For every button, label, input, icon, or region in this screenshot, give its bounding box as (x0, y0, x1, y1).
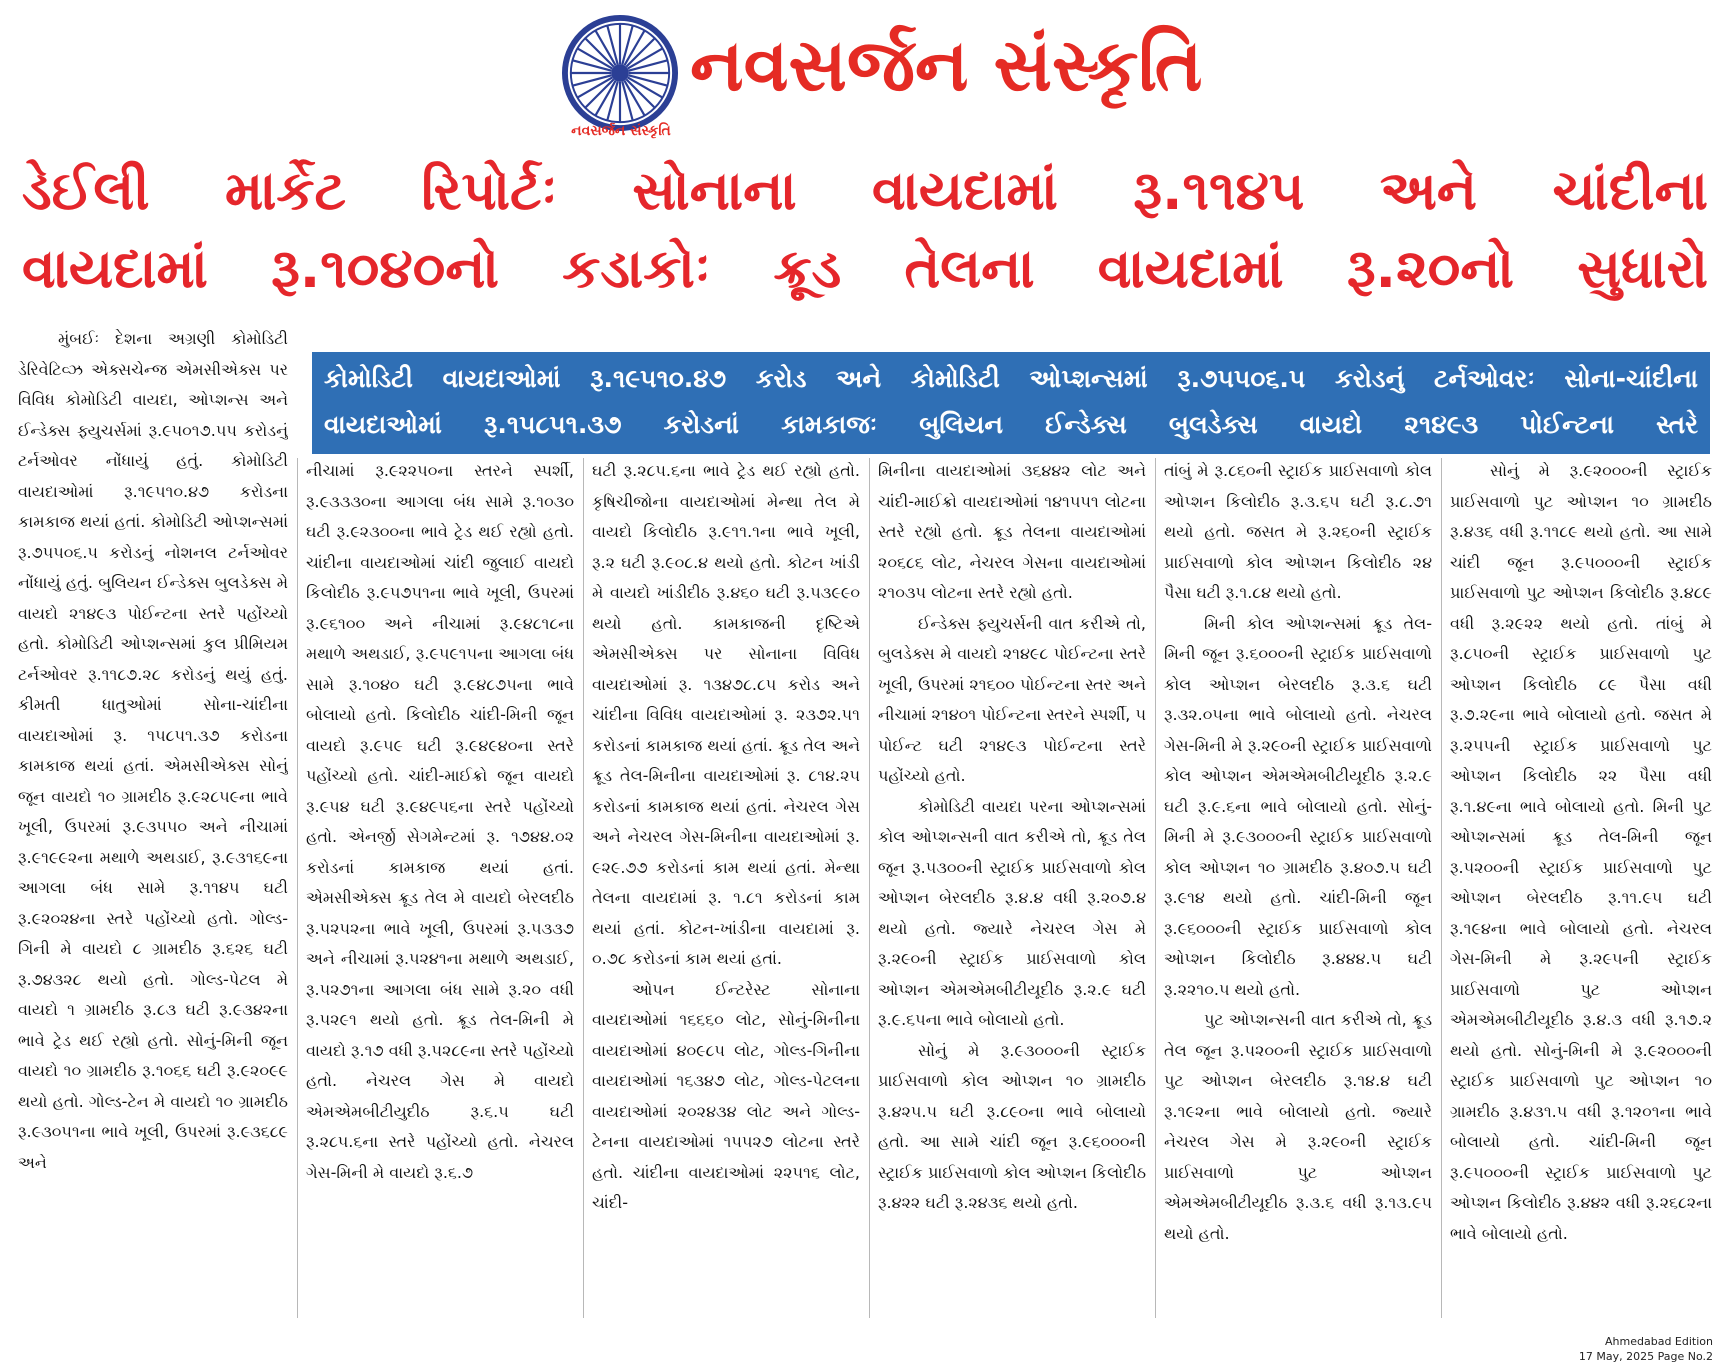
paragraph: સોનું મે રૂ.૯૨૦૦૦ની સ્ટ્રાઈક પ્રાઈસવાળો પુટ ઓપ્શન ૧૦ ગ્રામદીઠ રૂ.૪૩૬ વધી રૂ.૧૧૮૯ થયો હતો. આ સામે ચાંદી જૂન રૂ.૯૫૦૦૦ની સ્ટ્રાઈક પ્રાઈસવાળો પુટ ઓપ્શન કિલોદીઠ રૂ.૪૮૯ વધી રૂ.૨૯૨૨ થયો હતો. તાંબું મે રૂ.૮૫૦ની સ્ટ્રાઈક પ્રાઈસવાળો પુટ ઓપ્શન કિલોદીઠ ૮૯ પૈસા વધી રૂ.૭.૨૯ના ભાવે બોલાયો હતો. જસત મે રૂ.૨૫૫ની સ્ટ્રાઈક પ્રાઈસવાળો પુટ ઓપ્શન કિલોદીઠ ૨૨ પૈસા વધી રૂ.૧.૪૯ના ભાવે બોલાયો હતો. મિની પુટ ઓપ્શન્સમાં ક્રૂડ તેલ-મિની જૂન રૂ.૫૨૦૦ની સ્ટ્રાઈક પ્રાઈસવાળો પુટ ઓપ્શન બેરલદીઠ રૂ.૧૧.૯૫ ઘટી રૂ.૧૯૪ના ભાવે બોલાયો હતો. નેચરલ ગેસ-મિની મે રૂ.૨૯૫ની સ્ટ્રાઈક પ્રાઈસવાળો પુટ ઓપ્શન એમએમબીટીયૂદીઠ રૂ.૪.૩ વધી રૂ.૧૭.૨ થયો હતો. સોનું-મિની મે રૂ.૯૨૦૦૦ની સ્ટ્રાઈક પ્રાઈસવાળો પુટ ઓપ્શન ૧૦ ગ્રામદીઠ રૂ.૪૩૧.૫ વધી રૂ.૧૨૦૧ના ભાવે બોલાયો હતો. ચાંદી-મિની જૂન રૂ.૯૫૦૦૦ની સ્ટ્રાઈક પ્રાઈસવાળો પુટ ઓપ્શન કિલોદીઠ રૂ.૪૪૨ વધી રૂ.૨૬૮૨ના ભાવે બોલાયો હતો. (1450, 461, 1712, 1243)
article-column-6 (1450, 456, 1712, 1324)
paragraph: મિનીના વાયદાઓમાં ૩૬૪૪૨ લોટ અને ચાંદી-માઈક્રો વાયદાઓમાં ૧૪૧૫૫૧ લોટના સ્તરે રહ્યો હતો. ક્રૂડ તેલના વાયદાઓમાં ૨૦૬૮૬ લોટ, નેચરલ ગેસના વાયદાઓમાં ૨૧૦૩૫ લોટના સ્તરે રહ્યો હતો. (878, 461, 1146, 602)
column-divider (869, 458, 870, 1318)
edition-name: Ahmedabad Edition (1605, 1335, 1713, 1348)
article-column-4 (878, 456, 1146, 1324)
headline-line-2: વાયદામાં રૂ.૧૦૪૦નો કડાકોઃ ક્રૂડ તેલના વાયદામાં રૂ.૨૦નો સુધારો (22, 237, 1708, 300)
deck-line-2: વાયદાઓમાં રૂ.૧૫૮૫૧.૩૭ કરોડનાં કામકાજઃ બુલિયન ઈન્ડેક્સ બુલડેક્સ વાયદો ૨૧૪૯૩ પોઈન્ટના સ્તરે (324, 410, 1698, 439)
paragraph: ઈન્ડેક્સ ફ્યુચર્સની વાત કરીએ તો, બુલડેક્સ મે વાયદો ૨૧૪૯૮ પોઈન્ટના સ્તરે ખૂલી, ઉપરમાં ૨૧૬૦૦ પોઈન્ટના સ્તર અને નીચામાં ૨૧૪૦૧ પોઈન્ટના સ્તરને સ્પર્શી, ૫ પોઈન્ટ ઘટી ૨૧૪૯૩ પોઈન્ટના સ્તરે પહોંચ્યો હતો. (878, 613, 1146, 785)
paragraph: પુટ ઓપ્શન્સની વાત કરીએ તો, ક્રૂડ તેલ જૂન રૂ.૫૨૦૦ની સ્ટ્રાઈક પ્રાઈસવાળો પુટ ઓપ્શન બેરલદીઠ રૂ.૧૪.૪ ઘટી રૂ.૧૯૨ના ભાવે બોલાયો હતો. જ્યારે નેચરલ ગેસ મે રૂ.૨૯૦ની સ્ટ્રાઈક પ્રાઈસવાળો પુટ ઓપ્શન એમએમબીટીયૂદીઠ રૂ.૩.૬ વધી રૂ.૧૩.૯૫ થયો હતો. (1164, 1010, 1432, 1243)
article-column-1 (18, 324, 288, 1324)
deck-line-1: કોમોડિટી વાયદાઓમાં રૂ.૧૯૫૧૦.૪૭ કરોડ અને કોમોડિટી ઓપ્શન્સમાં રૂ.૭૫૫૦૬.૫ કરોડનું ટર્નઓવરઃ સોના-ચાંદીના (324, 364, 1698, 393)
paragraph: મુંબઈઃ દેશના અગ્રણી કોમોડિટી ડેરિવેટિવ્ઝ એક્સચેન્જ એમસીએક્સ પર વિવિધ કોમોડિટી વાયદા, ઓપ્શન્સ અને ઈન્ડેક્સ ફ્યુચર્સમાં રૂ.૯૫૦૧૭.૫૫ કરોડનું ટર્નઓવર નોંધાયું હતું. કોમોડિટી વાયદાઓમાં રૂ.૧૯૫૧૦.૪૭ કરોડના કામકાજ થયાં હતાં. કોમોડિટી ઓપ્શન્સમાં રૂ.૭૫૫૦૬.૫ કરોડનું નોશનલ ટર્નઓવર નોંધાયું હતું. બુલિયન ઈન્ડેક્સ બુલડેક્સ મે વાયદો ૨૧૪૯૩ પોઈન્ટના સ્તરે પહોંચ્યો હતો. કોમોડિટી ઓપ્શન્સમાં કુલ પ્રીમિયમ ટર્નઓવર રૂ.૧૧૮૭.૨૮ કરોડનું થયું હતું. કીમતી ધાતુઓમાં સોના-ચાંદીના વાયદાઓમાં રૂ. ૧૫૮૫૧.૩૭ કરોડના કામકાજ થયાં હતાં. એમસીએક્સ સોનું જૂન વાયદો ૧૦ ગ્રામદીઠ રૂ.૯૨૮૫૯ના ભાવે ખૂલી, ઉપરમાં રૂ.૯૩૫૫૦ અને નીચામાં રૂ.૯૧૯૯૨ના મથાળે અથડાઈ, રૂ.૯૩૧૬૯ના આગલા બંધ સામે રૂ.૧૧૪૫ ઘટી રૂ.૯૨૦૨૪ના સ્તરે પહોંચ્યો હતો. ગોલ્ડ-ગિની મે વાયદો ૮ ગ્રામદીઠ રૂ.૬૨૬ ઘટી રૂ.૭૪૩૨૮ થયો હતો. ગોલ્ડ-પેટલ મે વાયદો ૧ ગ્રામદીઠ રૂ.૮૩ ઘટી રૂ.૯૩૪૨ના ભાવે ટ્રેડ થઈ રહ્યો હતો. સોનું-મિની જૂન વાયદો ૧૦ ગ્રામદીઠ રૂ.૧૦૬૬ ઘટી રૂ.૯૨૦૯૯ થયો હતો. ગોલ્ડ-ટેન મે વાયદો ૧૦ ગ્રામદીઠ રૂ.૯૩૦૫૧ના ભાવે ખૂલી, ઉપરમાં રૂ.૯૩૬૮૯ અને (18, 329, 288, 1172)
sub-headline-deck (312, 352, 1710, 454)
chakra-spoke (585, 38, 614, 67)
paragraph: ઘટી રૂ.૨૮૫.૬ના ભાવે ટ્રેડ થઈ રહ્યો હતો. કૃષિચીજોના વાયદાઓમાં મેન્થા તેલ મે વાયદો કિલોદીઠ રૂ.૯૧૧.૧ના ભાવે ખૂલી, રૂ.૨ ઘટી રૂ.૯૦૮.૪ થયો હતો. કોટન ખાંડી મે વાયદો ખાંડીદીઠ રૂ.૪૬૦ ઘટી રૂ.૫૩૯૯૦ થયો હતો. કામકાજની દૃષ્ટિએ એમસીએક્સ પર સોનાના વિવિધ વાયદાઓમાં રૂ. ૧૩૪૭૮.૮૫ કરોડ અને ચાંદીના વિવિધ વાયદાઓમાં રૂ. ૨૩૭૨.૫૧ કરોડનાં કામકાજ થયાં હતાં. ક્રૂડ તેલ અને ક્રૂડ તેલ-મિનીના વાયદાઓમાં રૂ. ૮૧૪.૨૫ કરોડનાં કામકાજ થયાં હતાં. નેચરલ ગેસ અને નેચરલ ગેસ-મિનીના વાયદાઓમાં રૂ. ૯૨૯.૭૭ કરોડનાં કામ થયાં હતાં. મેન્થા તેલના વાયદામાં રૂ. ૧.૮૧ કરોડનાં કામ થયાં હતાં. કોટન-ખાંડીના વાયદામાં રૂ. ૦.૭૮ કરોડનાં કામ થયાં હતાં. (592, 461, 860, 968)
paragraph: ઓપન ઈન્ટરેસ્ટ સોનાના વાયદાઓમાં ૧૬૬૬૦ લોટ, સોનું-મિનીના વાયદાઓમાં ૪૦૯૮૫ લોટ, ગોલ્ડ-ગિનીના વાયદાઓમાં ૧૬૩૪૭ લોટ, ગોલ્ડ-પેટલના વાયદાઓમાં ૨૦૨૪૩૪ લોટ અને ગોલ્ડ-ટેનના વાયદાઓમાં ૧૫૫૨૭ લોટના સ્તરે હતો. ચાંદીના વાયદાઓમાં ૨૨૫૧૬ લોટ, ચાંદી- (592, 979, 860, 1212)
column-divider (1441, 458, 1442, 1318)
column-divider (1155, 458, 1156, 1318)
paragraph: સોનું મે રૂ.૯૩૦૦૦ની સ્ટ્રાઈક પ્રાઈસવાળો કોલ ઓપ્શન ૧૦ ગ્રામદીઠ રૂ.૪૨૫.૫ ઘટી રૂ.૮૯૦ના ભાવે બોલાયો હતો. આ સામે ચાંદી જૂન રૂ.૯૬૦૦૦ની સ્ટ્રાઈક પ્રાઈસવાળો કોલ ઓપ્શન કિલોદીઠ રૂ.૪૨૨ ઘટી રૂ.૨૪૩૬ થયો હતો. (878, 1040, 1146, 1212)
paragraph: કોમોડિટી વાયદા પરના ઓપ્શન્સમાં કોલ ઓપ્શન્સની વાત કરીએ તો, ક્રૂડ તેલ જૂન રૂ.૫૩૦૦ની સ્ટ્રાઈક પ્રાઈસવાળો કોલ ઓપ્શન બેરલદીઠ રૂ.૪.૪ વધી રૂ.૨૦૭.૪ થયો હતો. જ્યારે નેચરલ ગેસ મે રૂ.૨૯૦ની સ્ટ્રાઈક પ્રાઈસવાળો કોલ ઓપ્શન એમએમબીટીયૂદીઠ રૂ.૨.૯ ઘટી રૂ.૯.૬૫ના ભાવે બોલાયો હતો. (878, 796, 1146, 1029)
article-column-3 (592, 456, 860, 1324)
edition-footer (1579, 1334, 1713, 1364)
logo-caption: નવસર્જન સંસ્કૃતિ (571, 123, 671, 139)
main-headline (22, 152, 1708, 308)
newspaper-title: નવસર્જન સંસ્કૃતિ (690, 23, 1203, 107)
paragraph: નીચામાં રૂ.૯૨૨૫૦ના સ્તરને સ્પર્શી, રૂ.૯૩૩૩૦ના આગલા બંધ સામે રૂ.૧૦૩૦ ઘટી રૂ.૯૨૩૦૦ના ભાવે ટ્રેડ થઈ રહ્યો હતો. ચાંદીના વાયદાઓમાં ચાંદી જુલાઈ વાયદો કિલોદીઠ રૂ.૯૫૭૫૧ના ભાવે ખૂલી, ઉપરમાં રૂ.૯૬૧૦૦ અને નીચામાં રૂ.૯૪૮૧૮ના મથાળે અથડાઈ, રૂ.૯૫૯૧૫ના આગલા બંધ સામે રૂ.૧૦૪૦ ઘટી રૂ.૯૪૮૭૫ના ભાવે બોલાયો હતો. કિલોદીઠ ચાંદી-મિની જૂન વાયદો રૂ.૯૫૯ ઘટી રૂ.૯૪૯૪૦ના સ્તરે પહોંચ્યો હતો. ચાંદી-માઈક્રો જૂન વાયદો રૂ.૯૫૪ ઘટી રૂ.૯૪૯૫૬ના સ્તરે પહોંચ્યો હતો. એનર્જી સેગમેન્ટમાં રૂ. ૧૭૪૪.૦૨ કરોડનાં કામકાજ થયાં હતાં. એમસીએક્સ ક્રૂડ તેલ મે વાયદો બેરલદીઠ રૂ.૫૨૫૨ના ભાવે ખૂલી, ઉપરમાં રૂ.૫૩૩૭ અને નીચામાં રૂ.૫૨૪૧ના મથાળે અથડાઈ, રૂ.૫૨૭૧ના આગલા બંધ સામે રૂ.૨૦ વધી રૂ.૫૨૯૧ થયો હતો. ક્રૂડ તેલ-મિની મે વાયદો રૂ.૧૭ વધી રૂ.૫૨૮૯ના સ્તરે પહોંચ્યો હતો. નેચરલ ગેસ મે વાયદો એમએમબીટીયુદીઠ રૂ.૬.૫ ઘટી રૂ.૨૮૫.૬ના સ્તરે પહોંચ્યો હતો. નેચરલ ગેસ-મિની મે વાયદો રૂ.૬.૭ (306, 461, 574, 1182)
chakra-spoke (585, 79, 614, 108)
chakra-spoke (626, 38, 655, 67)
masthead (0, 0, 1727, 148)
column-divider (583, 458, 584, 1318)
paragraph: મિની કોલ ઓપ્શન્સમાં ક્રૂડ તેલ-મિની જૂન રૂ.૬૦૦૦ની સ્ટ્રાઈક પ્રાઈસવાળો કોલ ઓપ્શન બેરલદીઠ રૂ.૩.૬ ઘટી રૂ.૩૨.૦૫ના ભાવે બોલાયો હતો. નેચરલ ગેસ-મિની મે રૂ.૨૯૦ની સ્ટ્રાઈક પ્રાઈસવાળો કોલ ઓપ્શન એમએમબીટીયૂદીઠ રૂ.૨.૯ ઘટી રૂ.૯.૬ના ભાવે બોલાયો હતો. સોનું-મિની મે રૂ.૯૩૦૦૦ની સ્ટ્રાઈક પ્રાઈસવાળો કોલ ઓપ્શન ૧૦ ગ્રામદીઠ રૂ.૪૦૭.૫ ઘટી રૂ.૯૧૪ થયો હતો. ચાંદી-મિની જૂન રૂ.૯૬૦૦૦ની સ્ટ્રાઈક પ્રાઈસવાળો કોલ ઓપ્શન કિલોદીઠ રૂ.૪૪૪.૫ ઘટી રૂ.૨૨૧૦.૫ થયો હતો. (1164, 613, 1432, 999)
chakra-spoke (626, 79, 655, 108)
paragraph: તાંબું મે રૂ.૮૬૦ની સ્ટ્રાઈક પ્રાઈસવાળો કોલ ઓપ્શન કિલોદીઠ રૂ.૩.૬૫ ઘટી રૂ.૮.૭૧ થયો હતો. જસત મે રૂ.૨૬૦ની સ્ટ્રાઈક પ્રાઈસવાળો કોલ ઓપ્શન કિલોદીઠ ૨૪ પૈસા ઘટી રૂ.૧.૮૪ થયો હતો. (1164, 461, 1432, 602)
column-divider (297, 458, 298, 1318)
headline-line-1: ડેઈલી માર્કેટ રિપોર્ટઃ સોનાના વાયદામાં રૂ.૧૧૪૫ અને ચાંદીના (22, 159, 1708, 222)
article-column-2 (306, 456, 574, 1324)
ashoka-chakra-logo-icon (561, 14, 679, 132)
article-column-5 (1164, 456, 1432, 1324)
edition-date-page: 17 May, 2025 Page No.2 (1578, 1350, 1713, 1363)
